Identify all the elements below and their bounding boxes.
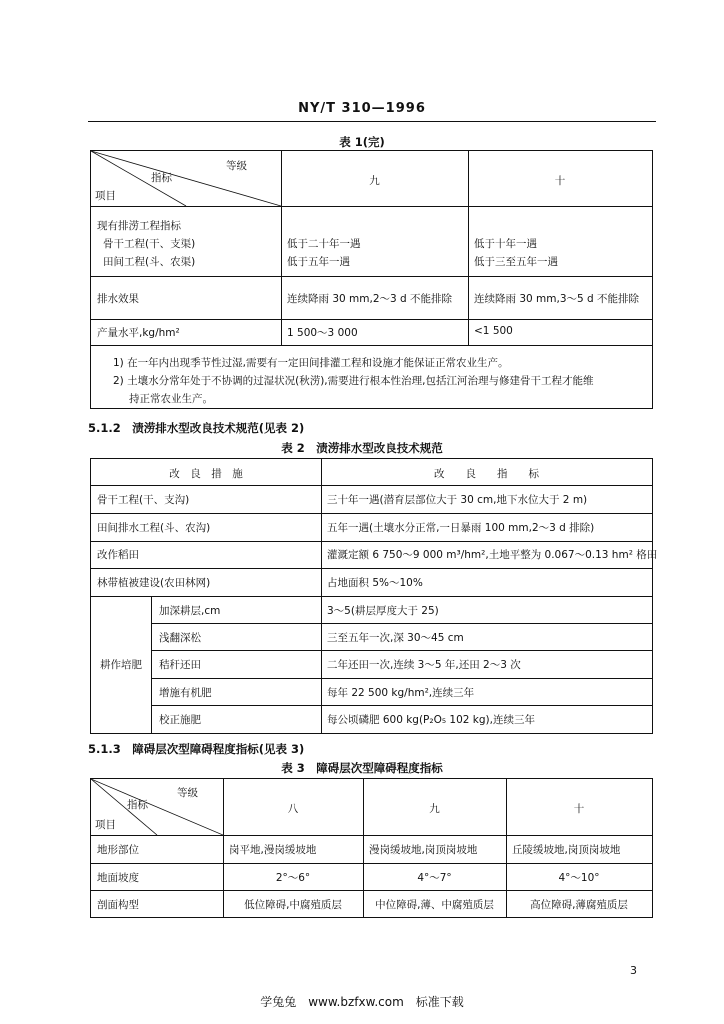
table1-head-col9: 九 — [369, 175, 380, 187]
table1-row1-label-1: 骨干工程(干、支渠) — [103, 238, 196, 250]
table2-group-label: 耕作培肥 — [100, 659, 142, 671]
table1-caption: 表 1(完) — [339, 135, 385, 149]
table2-row4-label: 林带植被建设(农田林网) — [97, 577, 211, 589]
standard-id: NY/T 310—1996 — [298, 101, 426, 116]
table1-row2-v10: 连续降雨 30 mm,3～5 d 不能排除 — [474, 293, 640, 305]
table1-row1-v10-1: 低于三至五年一遇 — [474, 256, 558, 268]
table2-grow2-label: 浅翻深松 — [159, 632, 201, 644]
section-5-1-2-heading: 5.1.2 渍涝排水型改良技术规范(见表 2) — [88, 421, 305, 435]
table3-hline-1 — [91, 863, 652, 864]
section-5-1-3-heading: 5.1.3 障碍层次型障碍程度指标(见表 3) — [88, 742, 305, 756]
table1-row3-v10: <1 500 — [474, 325, 513, 337]
table2-grow3-label: 秸秆还田 — [159, 659, 201, 671]
table2-grow5-label: 校正施肥 — [159, 714, 201, 726]
table2-vline-group — [151, 596, 152, 733]
table3-row2-v10: 4°～10° — [558, 872, 600, 884]
table2-caption: 表 2 渍涝排水型改良技术规范 — [281, 441, 443, 455]
table1-row1-v9-1: 低于五年一遇 — [287, 256, 350, 268]
table3-row2-v9: 4°～7° — [417, 872, 452, 884]
table3-row3-v8: 低位障碍,中腐殖质层 — [244, 899, 342, 911]
table2-row3-value: 灌溉定额 6 750～9 000 m³/hm²,土地平整为 0.067～0.13 hm² 格田 — [327, 549, 658, 561]
table3-hline-head — [91, 835, 652, 836]
table1-hline-head — [91, 206, 652, 207]
table3 — [90, 778, 653, 918]
table3-row3-v10: 高位障碍,薄腐殖质层 — [530, 899, 628, 911]
table1-hline-notes — [91, 345, 652, 346]
table2-hline-3 — [91, 568, 652, 569]
table3-hline-2 — [91, 890, 652, 891]
table2-grow4-value: 每年 22 500 kg/hm²,连续三年 — [327, 687, 475, 699]
table3-caption: 表 3 障碍层次型障碍程度指标 — [281, 761, 443, 775]
table1 — [90, 150, 653, 409]
page-number: 3 — [630, 964, 637, 977]
table3-row2-v8: 2°～6° — [275, 872, 311, 884]
header-rule — [88, 121, 656, 122]
table3-head-col8: 八 — [287, 803, 299, 815]
table2-hline-7 — [151, 678, 652, 679]
table2-hline-head — [91, 485, 652, 486]
table2-hline-2 — [91, 541, 652, 542]
table1-row3-v9: 1 500～3 000 — [287, 327, 358, 339]
table1-vline-1 — [281, 151, 282, 345]
table1-head-grade: 等级 — [226, 160, 247, 172]
table2-row1-label: 骨干工程(干、支沟) — [97, 494, 190, 506]
table3-head-indicator: 指标 — [127, 799, 148, 811]
table1-row1-label-2: 田间工程(斗、农渠) — [103, 256, 196, 268]
table2-grow4-label: 增施有机肥 — [159, 687, 212, 699]
footer-watermark[interactable]: 学兔兔 www.bzfxw.com 标准下载 — [260, 995, 464, 1009]
table1-vline-2 — [468, 151, 469, 345]
table2-grow1-value: 3～5(耕层厚度大于 25) — [327, 605, 439, 617]
table1-head-col10: 十 — [554, 175, 566, 187]
table2-grow5-value: 每公顷磷肥 600 kg(P₂O₅ 102 kg),连续三年 — [327, 714, 535, 726]
table3-row1-v10: 丘陵缓坡地,岗顶岗坡地 — [512, 844, 621, 856]
table2-hline-6 — [151, 650, 652, 651]
table1-hline-2 — [91, 319, 652, 320]
table1-row1-v9-0: 低于二十年一遇 — [287, 238, 361, 250]
table3-row3-v9: 中位障碍,薄、中腐殖质层 — [375, 899, 494, 911]
table1-row2-v9: 连续降雨 30 mm,2～3 d 不能排除 — [287, 293, 453, 305]
table3-row1-v8: 岗平地,漫岗缓坡地 — [229, 844, 317, 856]
table3-row1-v9: 漫岗缓坡地,岗顶岗坡地 — [369, 844, 478, 856]
table2-row3-label: 改作稻田 — [97, 549, 139, 561]
table1-row1-v10-0: 低于十年一遇 — [474, 238, 537, 250]
table1-head-indicator: 指标 — [151, 172, 172, 184]
table3-row1-label: 地形部位 — [97, 844, 139, 856]
table2-hline-1 — [91, 513, 652, 514]
table3-head-col10: 十 — [573, 803, 585, 815]
table2-head-measure: 改 良 措 施 — [169, 468, 243, 480]
table2-row2-value: 五年一遇(土壤水分正常,一日暴雨 100 mm,2～3 d 排除) — [327, 522, 595, 534]
table2-hline-4 — [91, 596, 652, 597]
table2-hline-8 — [151, 705, 652, 706]
table2-row2-label: 田间排水工程(斗、农沟) — [97, 522, 211, 534]
table2-grow1-label: 加深耕层,cm — [159, 605, 221, 617]
table3-row2-label: 地面坡度 — [97, 872, 139, 884]
table3-head-col9: 九 — [429, 803, 440, 815]
table3-row3-label: 剖面构型 — [97, 899, 139, 911]
table3-head-grade: 等级 — [177, 787, 198, 799]
table2-row4-value: 占地面积 5%～10% — [327, 577, 423, 589]
table2-grow2-value: 三至五年一次,深 30～45 cm — [327, 632, 464, 644]
table3-head-item: 项目 — [95, 819, 116, 831]
table2-grow3-value: 二年还田一次,连续 3～5 年,还田 2～3 次 — [327, 659, 521, 671]
table1-row2-label: 排水效果 — [97, 293, 139, 305]
table2-row1-value: 三十年一遇(潜育层部位大于 30 cm,地下水位大于 2 m) — [327, 494, 588, 506]
table1-note-3: 持正常农业生产。 — [129, 393, 213, 405]
table1-row3-label: 产量水平,kg/hm² — [97, 327, 180, 339]
table1-diagonal-lines — [91, 151, 281, 206]
table1-note-1: 1) 在一年内出现季节性过湿,需要有一定田间排灌工程和设施才能保证正常农业生产。 — [113, 357, 509, 369]
table1-row1-label-0: 现有排涝工程指标 — [97, 220, 181, 232]
table2-head-indicator: 改 良 指 标 — [434, 468, 539, 480]
table2-hline-5 — [151, 623, 652, 624]
table1-hline-1 — [91, 276, 652, 277]
table2 — [90, 458, 658, 734]
table1-head-item: 项目 — [95, 190, 116, 202]
table1-note-2: 2) 土壤水分常年处于不协调的过湿状况(秋涝),需要进行根本性治理,包括江河治理与修建骨干工程才能维 — [113, 375, 594, 387]
